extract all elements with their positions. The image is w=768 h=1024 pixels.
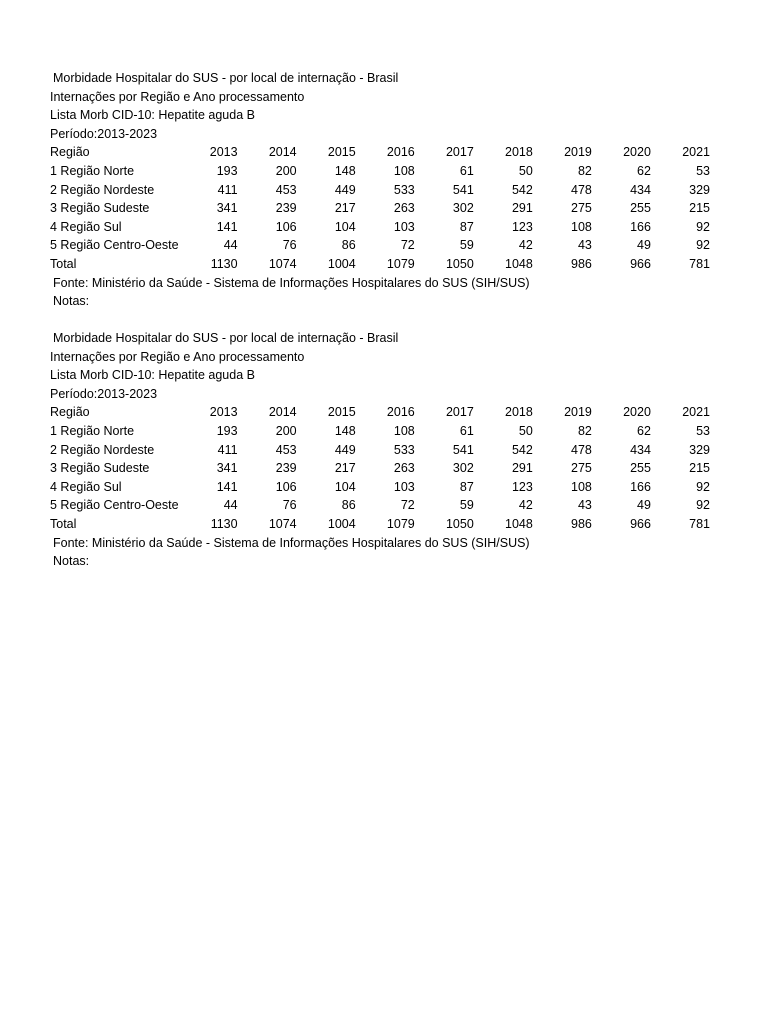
- row-label-cell: Total: [50, 256, 77, 271]
- row-label-cell: 4 Região Sul: [50, 479, 122, 494]
- value-cell: 434: [630, 442, 651, 457]
- value-cell: 329: [689, 182, 710, 197]
- table-row: [50, 422, 710, 441]
- value-cell: 986: [571, 516, 592, 531]
- value-cell: 104: [334, 479, 356, 494]
- table-row: [50, 255, 710, 274]
- value-cell: 255: [630, 461, 651, 476]
- value-cell: 449: [334, 182, 356, 197]
- value-cell: 329: [689, 442, 710, 457]
- value-cell: 1050: [445, 256, 474, 271]
- value-cell: 478: [571, 442, 592, 457]
- value-cell: 2017: [445, 405, 474, 420]
- report-title: Morbidade Hospitalar do SUS - por local de internação - Brasil: [53, 71, 399, 85]
- value-cell: 59: [459, 498, 474, 513]
- report-period: Período:2013-2023: [50, 386, 158, 401]
- report-list: Lista Morb CID-10: Hepatite aguda B: [50, 368, 255, 383]
- value-cell: 108: [571, 479, 592, 494]
- value-cell: 106: [275, 479, 297, 494]
- value-cell: 478: [571, 182, 592, 197]
- value-cell: 92: [696, 238, 710, 253]
- value-cell: 541: [452, 442, 474, 457]
- value-cell: 217: [334, 461, 356, 476]
- value-cell: 411: [217, 442, 238, 457]
- row-label-cell: 1 Região Norte: [50, 163, 135, 178]
- value-cell: 106: [275, 219, 297, 234]
- value-cell: 1130: [210, 256, 238, 271]
- value-cell: 166: [630, 479, 651, 494]
- value-cell: 533: [393, 182, 415, 197]
- value-cell: 44: [223, 498, 238, 513]
- report-block: [50, 69, 710, 311]
- value-cell: 2021: [682, 145, 710, 160]
- value-cell: 123: [511, 219, 533, 234]
- value-cell: 76: [282, 238, 297, 253]
- table-row: [50, 496, 710, 515]
- row-label-cell: 3 Região Sudeste: [50, 461, 150, 476]
- value-cell: 108: [571, 219, 592, 234]
- value-cell: 108: [393, 163, 415, 178]
- value-cell: 103: [393, 219, 415, 234]
- value-cell: 239: [275, 201, 297, 216]
- value-cell: 2015: [327, 405, 356, 420]
- value-cell: 533: [393, 442, 415, 457]
- row-label-cell: 5 Região Centro-Oeste: [50, 498, 179, 513]
- value-cell: 72: [400, 238, 415, 253]
- value-cell: 781: [689, 256, 710, 271]
- value-cell: 2016: [386, 405, 415, 420]
- value-cell: 542: [511, 442, 533, 457]
- value-cell: 86: [341, 498, 356, 513]
- value-cell: 275: [571, 461, 592, 476]
- value-cell: 2016: [386, 145, 415, 160]
- value-cell: 263: [393, 201, 415, 216]
- row-label-cell: 5 Região Centro-Oeste: [50, 238, 179, 253]
- value-cell: 141: [216, 219, 238, 234]
- value-cell: 1050: [445, 516, 474, 531]
- value-cell: 2013: [209, 145, 238, 160]
- value-cell: 966: [630, 516, 651, 531]
- value-cell: 291: [511, 201, 533, 216]
- value-cell: 148: [334, 163, 356, 178]
- report-period: Período:2013-2023: [50, 126, 158, 141]
- value-cell: 92: [696, 479, 710, 494]
- value-cell: 2018: [505, 405, 533, 420]
- value-cell: 87: [459, 219, 474, 234]
- value-cell: 1004: [327, 516, 356, 531]
- value-cell: 62: [637, 163, 651, 178]
- value-cell: 263: [393, 461, 415, 476]
- table-header-row: [50, 403, 710, 422]
- value-cell: 82: [577, 423, 592, 438]
- table-row: [50, 181, 710, 200]
- value-cell: 781: [689, 516, 710, 531]
- value-cell: 43: [577, 498, 592, 513]
- value-cell: 59: [459, 238, 474, 253]
- row-label-cell: 2 Região Nordeste: [50, 182, 155, 197]
- report-subtitle: Internações por Região e Ano processamento: [50, 349, 305, 364]
- value-cell: 434: [630, 182, 651, 197]
- value-cell: 986: [571, 256, 592, 271]
- value-cell: 255: [630, 201, 651, 216]
- value-cell: 1004: [327, 256, 356, 271]
- value-cell: 2014: [268, 405, 297, 420]
- row-label-cell: 2 Região Nordeste: [50, 442, 155, 457]
- value-cell: 1079: [386, 256, 415, 271]
- data-table: [50, 143, 710, 273]
- report-title: Morbidade Hospitalar do SUS - por local de internação - Brasil: [53, 331, 399, 345]
- table-row: [50, 218, 710, 237]
- table-header-row: [50, 143, 710, 162]
- value-cell: 42: [518, 238, 533, 253]
- value-cell: 43: [577, 238, 592, 253]
- value-cell: 302: [452, 201, 474, 216]
- value-cell: 542: [511, 182, 533, 197]
- value-cell: 541: [452, 182, 474, 197]
- value-cell: 2018: [505, 145, 533, 160]
- value-cell: 2020: [623, 145, 651, 160]
- value-cell: 302: [452, 461, 474, 476]
- row-label-cell: Região: [50, 405, 90, 420]
- value-cell: 103: [393, 479, 415, 494]
- report-block: [50, 329, 710, 571]
- value-cell: 72: [400, 498, 415, 513]
- value-cell: 193: [216, 423, 238, 438]
- report-source: Fonte: Ministério da Saúde - Sistema de Informações Hospitalares do SUS (SIH/SUS): [53, 535, 530, 550]
- value-cell: 1130: [210, 516, 238, 531]
- value-cell: 341: [216, 461, 238, 476]
- value-cell: 92: [696, 219, 710, 234]
- report-list: Lista Morb CID-10: Hepatite aguda B: [50, 108, 255, 123]
- value-cell: 108: [393, 423, 415, 438]
- row-label-cell: 1 Região Norte: [50, 423, 135, 438]
- value-cell: 2021: [682, 405, 710, 420]
- value-cell: 141: [216, 479, 238, 494]
- value-cell: 44: [223, 238, 238, 253]
- value-cell: 82: [577, 163, 592, 178]
- value-cell: 1079: [386, 516, 415, 531]
- value-cell: 1074: [268, 516, 297, 531]
- value-cell: 76: [282, 498, 297, 513]
- value-cell: 217: [334, 201, 356, 216]
- value-cell: 148: [334, 423, 356, 438]
- value-cell: 2015: [327, 145, 356, 160]
- value-cell: 166: [630, 219, 651, 234]
- data-table: [50, 403, 710, 533]
- value-cell: 49: [637, 498, 651, 513]
- value-cell: 2019: [564, 145, 592, 160]
- value-cell: 2020: [623, 405, 651, 420]
- value-cell: 449: [334, 442, 356, 457]
- value-cell: 411: [217, 182, 238, 197]
- value-cell: 53: [696, 163, 710, 178]
- value-cell: 1074: [268, 256, 297, 271]
- value-cell: 453: [275, 442, 297, 457]
- value-cell: 62: [637, 423, 651, 438]
- table-row: [50, 515, 710, 534]
- value-cell: 239: [275, 461, 297, 476]
- row-label-cell: Total: [50, 516, 77, 531]
- table-row: [50, 459, 710, 478]
- table-row: [50, 441, 710, 460]
- value-cell: 453: [275, 182, 297, 197]
- value-cell: 123: [511, 479, 533, 494]
- table-row: [50, 199, 710, 218]
- value-cell: 200: [275, 423, 297, 438]
- table-row: [50, 236, 710, 255]
- value-cell: 275: [571, 201, 592, 216]
- value-cell: 291: [511, 461, 533, 476]
- value-cell: 200: [275, 163, 297, 178]
- value-cell: 49: [637, 238, 651, 253]
- report-source: Fonte: Ministério da Saúde - Sistema de Informações Hospitalares do SUS (SIH/SUS): [53, 275, 530, 290]
- value-cell: 2013: [209, 405, 238, 420]
- table-row: [50, 162, 710, 181]
- value-cell: 50: [518, 423, 533, 438]
- value-cell: 1048: [505, 256, 533, 271]
- value-cell: 86: [341, 238, 356, 253]
- value-cell: 61: [459, 423, 474, 438]
- value-cell: 92: [696, 498, 710, 513]
- value-cell: 2014: [268, 145, 297, 160]
- value-cell: 42: [518, 498, 533, 513]
- report-notes: Notas:: [53, 294, 90, 309]
- value-cell: 215: [689, 201, 710, 216]
- value-cell: 50: [518, 163, 533, 178]
- value-cell: 1048: [505, 516, 533, 531]
- report-notes: Notas:: [53, 554, 90, 569]
- row-label-cell: 4 Região Sul: [50, 219, 122, 234]
- value-cell: 53: [696, 423, 710, 438]
- value-cell: 104: [334, 219, 356, 234]
- row-label-cell: 3 Região Sudeste: [50, 201, 150, 216]
- value-cell: 2017: [445, 145, 474, 160]
- table-row: [50, 478, 710, 497]
- value-cell: 61: [459, 163, 474, 178]
- report-subtitle: Internações por Região e Ano processamento: [50, 89, 305, 104]
- value-cell: 966: [630, 256, 651, 271]
- value-cell: 193: [216, 163, 238, 178]
- value-cell: 2019: [564, 405, 592, 420]
- value-cell: 87: [459, 479, 474, 494]
- row-label-cell: Região: [50, 145, 90, 160]
- value-cell: 215: [689, 461, 710, 476]
- value-cell: 341: [216, 201, 238, 216]
